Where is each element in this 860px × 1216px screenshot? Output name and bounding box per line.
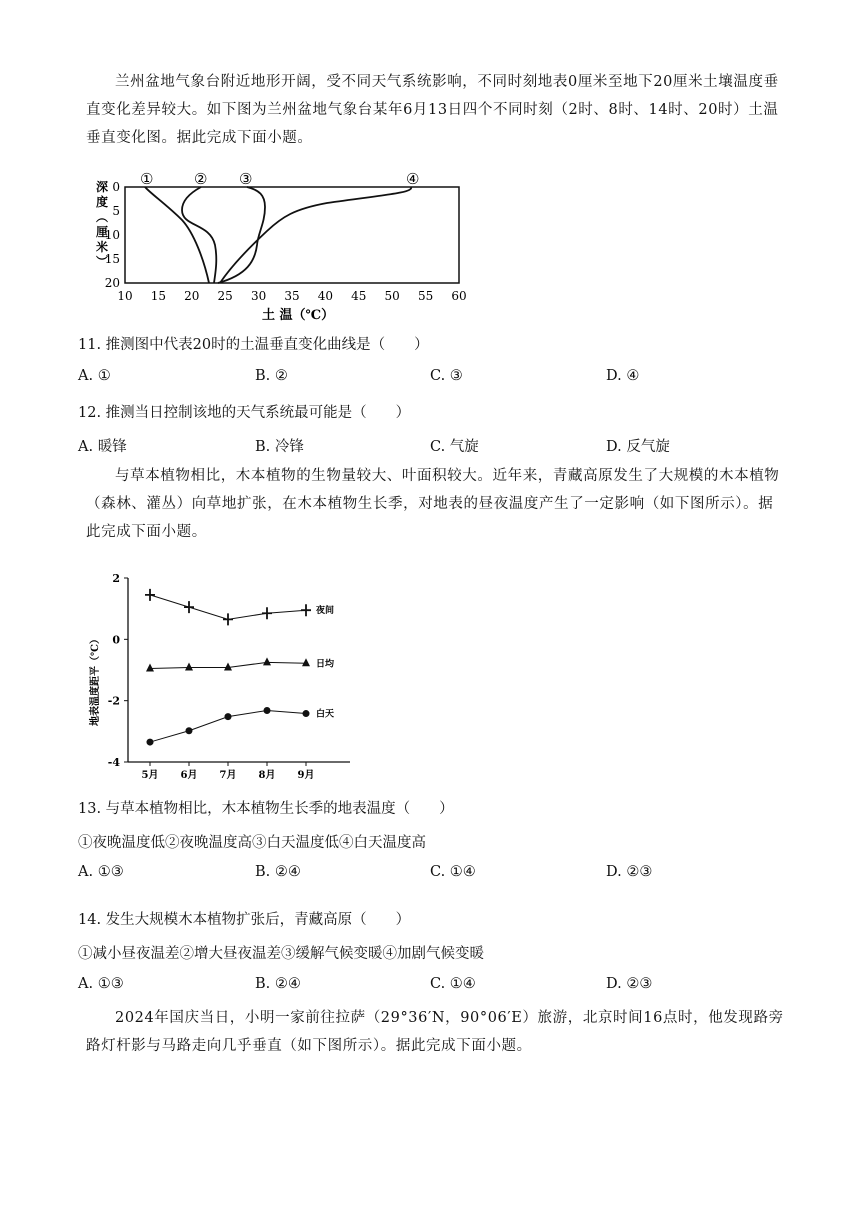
q13-option-b[interactable]: B. ②④ xyxy=(255,864,301,880)
chart2-point xyxy=(301,604,311,616)
chart2-point xyxy=(223,613,233,625)
q11-option-c[interactable]: C. ③ xyxy=(430,368,463,384)
chart1-y-tick-label: 10 xyxy=(104,228,120,242)
chart1-y-tick-label: 15 xyxy=(104,252,120,266)
chart1-x-tick-label: 10 xyxy=(117,289,133,303)
q14-choices: ①减小昼夜温差②增大昼夜温差③缓解气候变暖④加剧气候变暖 xyxy=(78,946,484,962)
chart2-series-label: 白天 xyxy=(316,709,335,720)
q12-option-a[interactable]: A. 暖锋 xyxy=(78,439,127,455)
question-13-stem: 13. 与草本植物相比，木本植物生长季的地表温度（ ） xyxy=(78,801,454,817)
chart2-point xyxy=(224,663,232,671)
q11-option-d[interactable]: D. ④ xyxy=(606,368,640,384)
chart2-series-label: 夜间 xyxy=(316,606,335,617)
chart1-x-tick-label: 45 xyxy=(351,289,367,303)
chart2-x-tick-label: 6月 xyxy=(180,770,198,780)
chart1-y-tick-label: 5 xyxy=(112,204,120,218)
curve-3 xyxy=(218,187,265,283)
chart1-y-tick-label: 0 xyxy=(112,180,120,194)
chart2-x-tick-label: 5月 xyxy=(141,770,159,780)
question-14-stem: 14. 发生大规模木本植物扩张后，青藏高原（ ） xyxy=(78,912,411,928)
chart2-point xyxy=(263,657,271,665)
chart1-x-tick-label: 15 xyxy=(150,289,167,303)
chart2-y-tick-label: 0 xyxy=(112,633,120,647)
q14-option-a[interactable]: A. ①③ xyxy=(78,976,124,992)
chart2-point xyxy=(225,713,232,720)
q14-option-b[interactable]: B. ②④ xyxy=(255,976,301,992)
chart2-point xyxy=(147,739,154,746)
chart2-point xyxy=(264,707,271,714)
q11-option-a[interactable]: A. ① xyxy=(78,368,111,384)
q12-option-b[interactable]: B. 冷锋 xyxy=(255,439,304,455)
chart2-y-tick-label: -2 xyxy=(107,694,120,708)
chart1-x-tick-label: 20 xyxy=(184,289,200,303)
question-11-stem: 11. 推测图中代表20时的土温垂直变化曲线是（ ） xyxy=(78,337,429,353)
chart2-x-tick-label: 9月 xyxy=(297,770,315,780)
chart2-y-ticks xyxy=(108,572,128,769)
chart1-xlabel: 土 温（℃） xyxy=(262,308,335,323)
curve-1 xyxy=(145,187,209,283)
chart1-x-tick-label: 55 xyxy=(417,289,434,303)
chart2-series-label: 日均 xyxy=(316,659,335,670)
chart2-series xyxy=(145,589,335,746)
chart2-point xyxy=(184,601,194,613)
chart2-point xyxy=(185,663,193,671)
chart2-point xyxy=(302,658,310,666)
chart2-x-tick-label: 8月 xyxy=(258,770,276,780)
q12-option-d[interactable]: D. 反气旋 xyxy=(606,439,670,455)
q14-option-d[interactable]: D. ②③ xyxy=(606,976,653,992)
chart1-x-tick-label: 25 xyxy=(217,289,233,303)
q11-option-b[interactable]: B. ② xyxy=(255,368,288,384)
chart2-y-tick-label: -4 xyxy=(107,756,120,769)
chart1-x-tick-label: 50 xyxy=(384,289,400,303)
chart2-y-tick-label: 2 xyxy=(112,572,120,585)
q12-option-c[interactable]: C. 气旋 xyxy=(430,439,479,455)
curve-label-3: ③ xyxy=(239,170,253,188)
intro-paragraph-2: 与草本植物相比，木本植物的生物量较大、叶面积较大。近年来，青藏高原发生了大规模的木本植物（森林、灌丛）向草地扩张，在木本植物生长季，对地表的昼夜温度产生了一定影响（如下图所示）。据此完成下面小题。 xyxy=(86,468,780,540)
chart1-y-tick-label: 20 xyxy=(104,276,120,290)
chart1-x-tick-labels xyxy=(117,289,466,303)
q13-option-d[interactable]: D. ②③ xyxy=(606,864,653,880)
intro-paragraph-1: 兰州盆地气象台附近地形开阔，受不同天气系统影响，不同时刻地表0厘米至地下20厘米土壤温度垂直变化差异较大。如下图为兰州盆地气象台某年6月13日四个不同时刻（2时、8时、14时、20时）土温垂直变化图。据此完成下面小题。 xyxy=(86,74,779,146)
intro-paragraph-3: 2024年国庆当日，小明一家前往拉萨（29°36′N，90°06′E）旅游，北京时间16点时，他发现路旁路灯杆影与马路走向几乎垂直（如下图所示）。据此完成下面小题。 xyxy=(86,1010,784,1054)
chart2-point xyxy=(146,663,154,671)
soil-temperature-chart xyxy=(82,165,482,325)
chart2-x-ticks xyxy=(142,762,315,780)
q13-option-a[interactable]: A. ①③ xyxy=(78,864,124,880)
curve-label-2: ② xyxy=(194,170,208,188)
chart1-x-tick-label: 35 xyxy=(284,289,300,303)
q14-option-c[interactable]: C. ①④ xyxy=(430,976,476,992)
chart2-ylabel: 地表温度距平（℃） xyxy=(90,634,101,726)
chart1-x-tick-label: 30 xyxy=(250,289,267,303)
chart2-point xyxy=(262,607,272,619)
chart1-x-tick-label: 60 xyxy=(451,289,467,303)
chart1-frame xyxy=(125,187,459,283)
surface-temperature-anomaly-chart xyxy=(80,566,380,780)
chart1-x-tick-label: 40 xyxy=(317,289,334,303)
chart2-point xyxy=(303,710,310,717)
question-12-stem: 12. 推测当日控制该地的天气系统最可能是（ ） xyxy=(78,405,411,421)
curve-label-1: ① xyxy=(140,170,154,188)
chart2-x-tick-label: 7月 xyxy=(219,770,237,780)
q13-option-c[interactable]: C. ①④ xyxy=(430,864,476,880)
chart1-ylabel: 深度︵厘米︶ xyxy=(96,180,109,269)
chart2-point xyxy=(186,727,193,734)
chart2-point xyxy=(145,589,155,601)
curve-4 xyxy=(220,187,411,283)
q13-choices: ①夜晚温度低②夜晚温度高③白天温度低④白天温度高 xyxy=(78,835,426,851)
curve-2 xyxy=(182,187,216,283)
curve-label-4: ④ xyxy=(406,170,420,188)
